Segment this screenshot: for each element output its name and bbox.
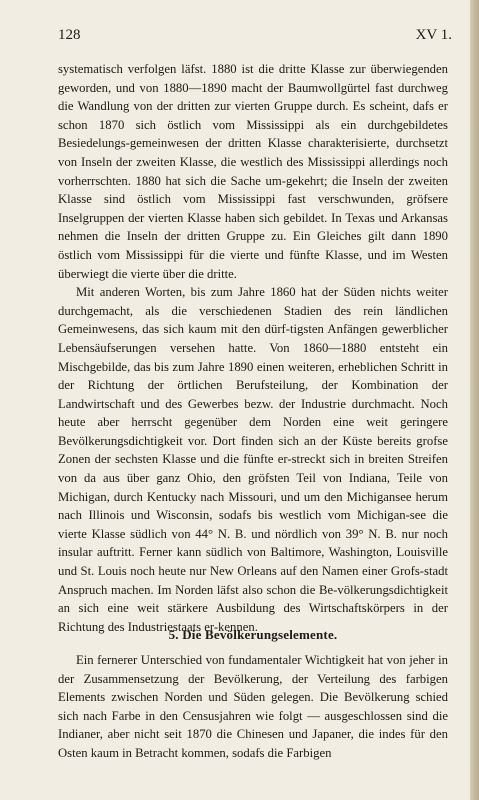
- paragraph-2: Mit anderen Worten, bis zum Jahre 1860 hat der Süden nichts weiter durchgemacht, als die verschiedenen Stadien des rein ländlichen Gemeinwesens, das sich kaum mit den dürf-tigsten Anfängen gewerblicher Lebensäufserungen versehen hatte. Von 1860—1880 entsteht ein Mischgebilde, das bis zum Jahre 1890 einen weiteren, erheblichen Schritt in der Richtung der örtlichen Berufsteilung, der Kombination der Landwirtschaft und des Gewerbes bezw. der Industrie durchmacht. Noch heute aber herrscht gegenüber dem Norden eine weit geringere Bevölkerungsdichtigkeit vor. Dort finden sich an der Küste bereits grofse Zonen der sechsten Klasse und die fünfte er-streckt sich in breiten Streifen von da aus über ganz Ohio, den gröfsten Teil von Indiana, Teile von Michigan, durch Kentucky nach Missouri, und um den Michigansee herum nach Illinois und Wisconsin, sodafs bis westlich vom Michigan-see die vierte Klasse südlich von 44° N. B. und nördlich von 39° N. B. nur noch insular auftritt. Ferner kann südlich von Baltimore, Washington, Louisville und St. Louis noch heute nur New Orleans auf den Namen einer Grofs-stadt Anspruch machen. Im Norden läfst also schon die Be-völkerungsdichtigkeit an sich eine weit stärkere Ausbildung des Wirtschaftskörpers in der Richtung des Industriestaats er-kennen.: [58, 285, 448, 634]
- page-edge: [470, 0, 479, 800]
- paragraph-1: systematisch verfolgen läfst. 1880 ist die dritte Klasse zur überwiegenden geworden, und von 1880—1890 macht der Baumwollgürtel fast durchweg die Wandlung von der dritten zur vierten Gruppe durch. Es scheint, dafs er schon 1870 sich östlich vom Mississippi als ein durchgebildetes Besiedelungs-gemeinwesen der dritten Klasse charakterisierte, durchsetzt von Inseln der zweiten Klasse, die westlich des Mississippi allerdings noch vorherrschten. 1880 hat sich die Sache um-gekehrt; die Inseln der zweiten Klasse sind östlich vom Mississippi fast verschwunden, gröfsere Inselgruppen der vierten Klasse haben sich gebildet. In Texas und Arkansas nehmen die Inseln der dritten Gruppe zu. Ein Gleiches gilt dann 1890 östlich vom Mississippi für die vierte und fünfte Klasse, und im Westen überwiegt die vierte über die dritte.: [58, 62, 448, 281]
- section-heading: 5. Die Bevölkerungselemente.: [168, 627, 338, 642]
- section-text: [58, 651, 448, 763]
- section-number: XV 1.: [415, 27, 452, 43]
- main-text: [58, 60, 448, 636]
- section-paragraph: Ein fernerer Unterschied von fundamentaler Wichtigkeit hat von jeher in der Zusammensetzung der Bevölkerung, der Verteilung des farbigen Elements zwischen Norden und Süden gelegen. Die Bevölkerung schied sich nach Farbe in den Censusjahren wie folgt — ausgeschlossen sind die Indianer, aber nicht seit 1870 die Chinesen und Japaner, die indes für den Osten kaum in Betracht kommen, sodafs die Farbigen: [58, 653, 448, 760]
- page-header: [58, 24, 452, 46]
- page-number: 128: [58, 27, 81, 43]
